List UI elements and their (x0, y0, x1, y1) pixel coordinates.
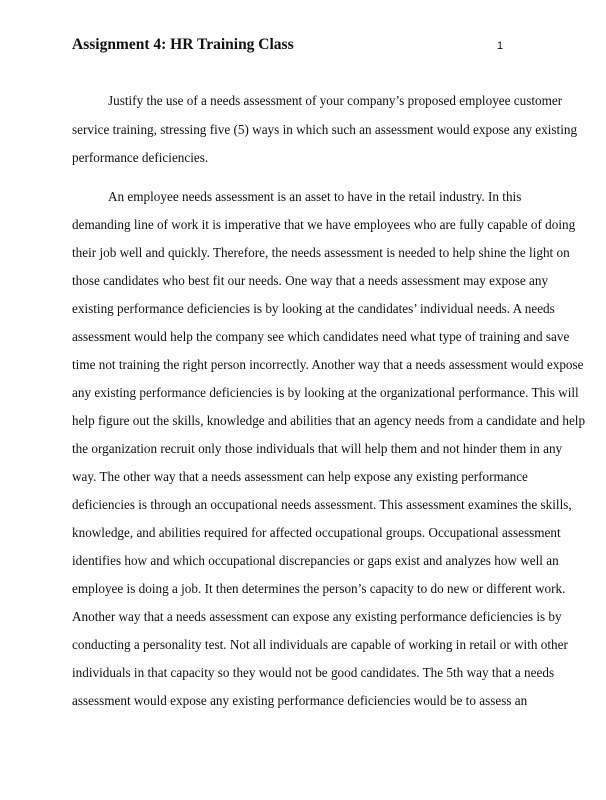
body-line: deficiencies is through an occupational needs assessment. This assessment examines the skills, (72, 497, 572, 512)
body-line: assessment would help the company see which candidates need what type of training and save (72, 329, 570, 344)
body-line: time not training the right person incorrectly. Another way that a needs assessment would expose (72, 357, 584, 372)
body-line: way. The other way that a needs assessment can help expose any existing performance (72, 469, 528, 484)
body-line: identifies how and which occupational discrepancies or gaps exist and analyzes how well an (72, 553, 559, 568)
body-line: any existing performance deficiencies is by looking at the organizational performance. This will (72, 385, 579, 400)
prompt-line: service training, stressing five (5) ways in which such an assessment would expose any existing (72, 122, 578, 137)
body-line: assessment would expose any existing performance deficiencies would be to assess an (72, 693, 528, 708)
body-line: knowledge, and abilities required for affected occupational groups. Occupational assessment (72, 525, 561, 540)
body-line: Another way that a needs assessment can expose any existing performance deficiencies is by (72, 609, 562, 624)
prompt-line: performance deficiencies. (72, 150, 209, 165)
body-line: employee is doing a job. It then determines the person’s capacity to do new or different work. (72, 581, 566, 596)
body-line: their job well and quickly. Therefore, the needs assessment is needed to help shine the light on (72, 245, 570, 260)
document-header-title: Assignment 4: HR Training Class (72, 36, 294, 53)
body-line: demanding line of work it is imperative that we have employees who are fully capable of doing (72, 217, 576, 232)
body-line: the organization recruit only those individuals that will help them and not hinder them in any (72, 441, 563, 456)
prompt-line: Justify the use of a needs assessment of your company’s proposed employee customer (108, 93, 563, 108)
body-line: individuals in that capacity so they would not be good candidates. The 5th way that a needs (72, 665, 555, 680)
body-line: An employee needs assessment is an asset to have in the retail industry. In this (108, 189, 522, 204)
page-number: 1 (497, 40, 504, 52)
body-line: existing performance deficiencies is by looking at the candidates’ individual needs. A needs (72, 301, 555, 316)
body-line: help figure out the skills, knowledge and abilities that an agency needs from a candidate and help (72, 413, 586, 428)
body-line: those candidates who best fit our needs. One way that a needs assessment may expose any (72, 273, 549, 288)
body-line: conducting a personality test. Not all individuals are capable of working in retail or with other (72, 637, 568, 652)
